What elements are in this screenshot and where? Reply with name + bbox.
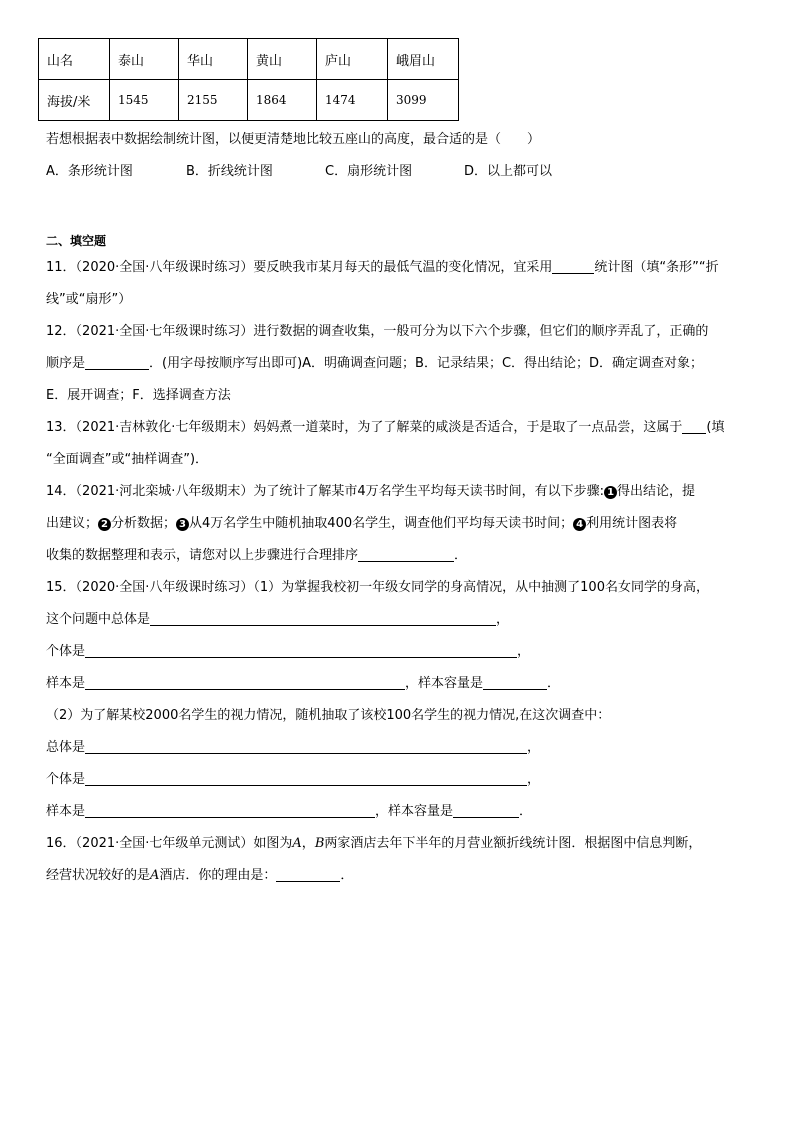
table-cell: 1474: [317, 80, 388, 121]
q16-text: 16．（2021·全国·七年级单元测试）如图为: [46, 836, 293, 851]
q12-text: ．(用字母按顺序写出即可)A．明确调查问题；B．记录结果；C．得出结论；D．确定调查对象；: [149, 356, 704, 371]
q14-text: 收集的数据整理和表示，请您对以上步骤进行合理排序: [46, 548, 359, 563]
q10-option-b: B．折线统计图: [186, 164, 273, 179]
q15-text: 总体是: [46, 740, 86, 755]
q11-text: 统计图（填“条形”“折: [594, 260, 719, 275]
q15-line3: [46, 643, 530, 661]
q15-text: 个体是: [46, 772, 86, 787]
answer-blank[interactable]: [453, 803, 519, 818]
q11-line2: 线”或“扇形”）: [46, 292, 132, 307]
q16-text: ，: [301, 836, 315, 851]
answer-blank[interactable]: [552, 259, 594, 274]
q15-text: ，: [527, 740, 541, 755]
q11-text: 11．（2020·全国·八年级课时练习）要反映我市某月每天的最低气温的变化情况，宜采用: [46, 260, 553, 275]
q12-text: 顺序是: [46, 356, 86, 371]
q13-text: 13．（2021·吉林敦化·七年级期末）妈妈煮一道菜时，为了了解菜的咸淡是否适合，于是取了一点品尝，这属于: [46, 420, 683, 435]
q14-text: 14．（2021·河北栾城·八年级期末）为了统计了解某市4万名学生平均每天读书时间，有以下步骤:: [46, 484, 605, 499]
q15-line8: [46, 803, 532, 821]
q15-line5: （2）为了解某校2000名学生的视力情况，随机抽取了该校100名学生的视力情况,在这次调查中：: [46, 708, 611, 723]
q14-text: 出建议；: [46, 516, 99, 531]
q14-line1: [46, 483, 695, 501]
table-cell: 华山: [179, 39, 248, 80]
answer-blank[interactable]: [483, 675, 547, 690]
q12-line1: 12．（2021·全国·七年级课时练习）进行数据的调查收集，一般可分为以下六个步骤，但它们的顺序弄乱了，正确的: [46, 324, 709, 339]
q10-option-d: D．以上都可以: [464, 164, 553, 179]
circled-number-4: 4: [573, 518, 586, 531]
table-cell: 山名: [39, 39, 110, 80]
q15-text: ．: [547, 676, 561, 691]
q13-text: (填: [706, 420, 725, 435]
q10-option-a: A．条形统计图: [46, 164, 133, 179]
q15-text: ，样本容量是: [405, 676, 484, 691]
q13-line1: [46, 419, 724, 437]
q14-text: ．: [454, 548, 468, 563]
table-cell: 庐山: [317, 39, 388, 80]
q15-text: 样本是: [46, 676, 86, 691]
q15-line7: [46, 771, 540, 789]
q15-text: ，: [517, 644, 531, 659]
q15-text: ．: [519, 804, 533, 819]
q15-line2: [46, 611, 509, 629]
q16-line1: [46, 835, 701, 853]
hotel-a-label: A: [292, 836, 302, 851]
answer-blank[interactable]: [85, 643, 517, 658]
q16-text: 经营状况较好的是: [46, 868, 151, 883]
answer-blank[interactable]: [85, 803, 375, 818]
q14-text: 从4万名学生中随机抽取400名学生，调查他们平均每天读书时间；: [189, 516, 574, 531]
q15-text: ，: [527, 772, 541, 787]
answer-blank[interactable]: [276, 867, 340, 882]
table-cell: 峨眉山: [388, 39, 459, 80]
q16-text: 两家酒店去年下半年的月营业额折线统计图．根据图中信息判断，: [324, 836, 702, 851]
hotel-b-label: B: [314, 836, 325, 851]
q15-text: 样本是: [46, 804, 86, 819]
answer-blank[interactable]: [85, 675, 405, 690]
table-cell: 泰山: [110, 39, 179, 80]
q14-line3: [46, 547, 467, 565]
q12-line2: [46, 355, 703, 373]
q14-line2: [46, 515, 677, 533]
q15-text: 个体是: [46, 644, 86, 659]
q14-text: 利用统计图表将: [586, 516, 678, 531]
table-cell: 1545: [110, 80, 179, 121]
answer-blank[interactable]: [682, 419, 706, 434]
table-cell: 海拔/米: [39, 80, 110, 121]
q10-option-c: C．扇形统计图: [325, 164, 413, 179]
answer-blank[interactable]: [358, 547, 454, 562]
circled-number-3: 3: [176, 518, 189, 531]
answer-blank[interactable]: [85, 739, 527, 754]
q10-stem: 若想根据表中数据绘制统计图，以便更清楚地比较五座山的高度，最合适的是（ ）: [46, 132, 541, 147]
table-cell: 3099: [388, 80, 459, 121]
q16-text: ．: [340, 868, 354, 883]
hotel-a-label: A: [150, 868, 160, 883]
table-row: [39, 80, 459, 121]
section-title: 二、填空题: [46, 234, 107, 248]
answer-blank[interactable]: [85, 771, 527, 786]
answer-blank[interactable]: [150, 611, 496, 626]
circled-number-2: 2: [98, 518, 111, 531]
q15-line6: [46, 739, 540, 757]
table-row: [39, 39, 459, 80]
table-cell: 1864: [248, 80, 317, 121]
table-cell: 黄山: [248, 39, 317, 80]
q11-line1: [46, 259, 719, 277]
q16-line2: [46, 867, 353, 885]
q12-line3: E．展开调查；F．选择调查方法: [46, 388, 231, 403]
q15-line1: 15．（2020·全国·八年级课时练习）（1）为掌握我校初一年级女同学的身高情况，从中抽测了100名女同学的身高，: [46, 580, 709, 595]
answer-blank[interactable]: [85, 355, 149, 370]
q13-line2: “全面调查”或“抽样调查”)．: [46, 452, 209, 467]
q15-text: 这个问题中总体是: [46, 612, 151, 627]
q16-text: 酒店．你的理由是：: [159, 868, 277, 883]
q14-text: 分析数据；: [111, 516, 177, 531]
q14-text: 得出结论，提: [617, 484, 696, 499]
q15-text: ，样本容量是: [375, 804, 454, 819]
mountain-altitude-table: [38, 38, 459, 121]
q15-text: ，: [496, 612, 510, 627]
table-cell: 2155: [179, 80, 248, 121]
circled-number-1: 1: [604, 486, 617, 499]
q15-line4: [46, 675, 560, 693]
